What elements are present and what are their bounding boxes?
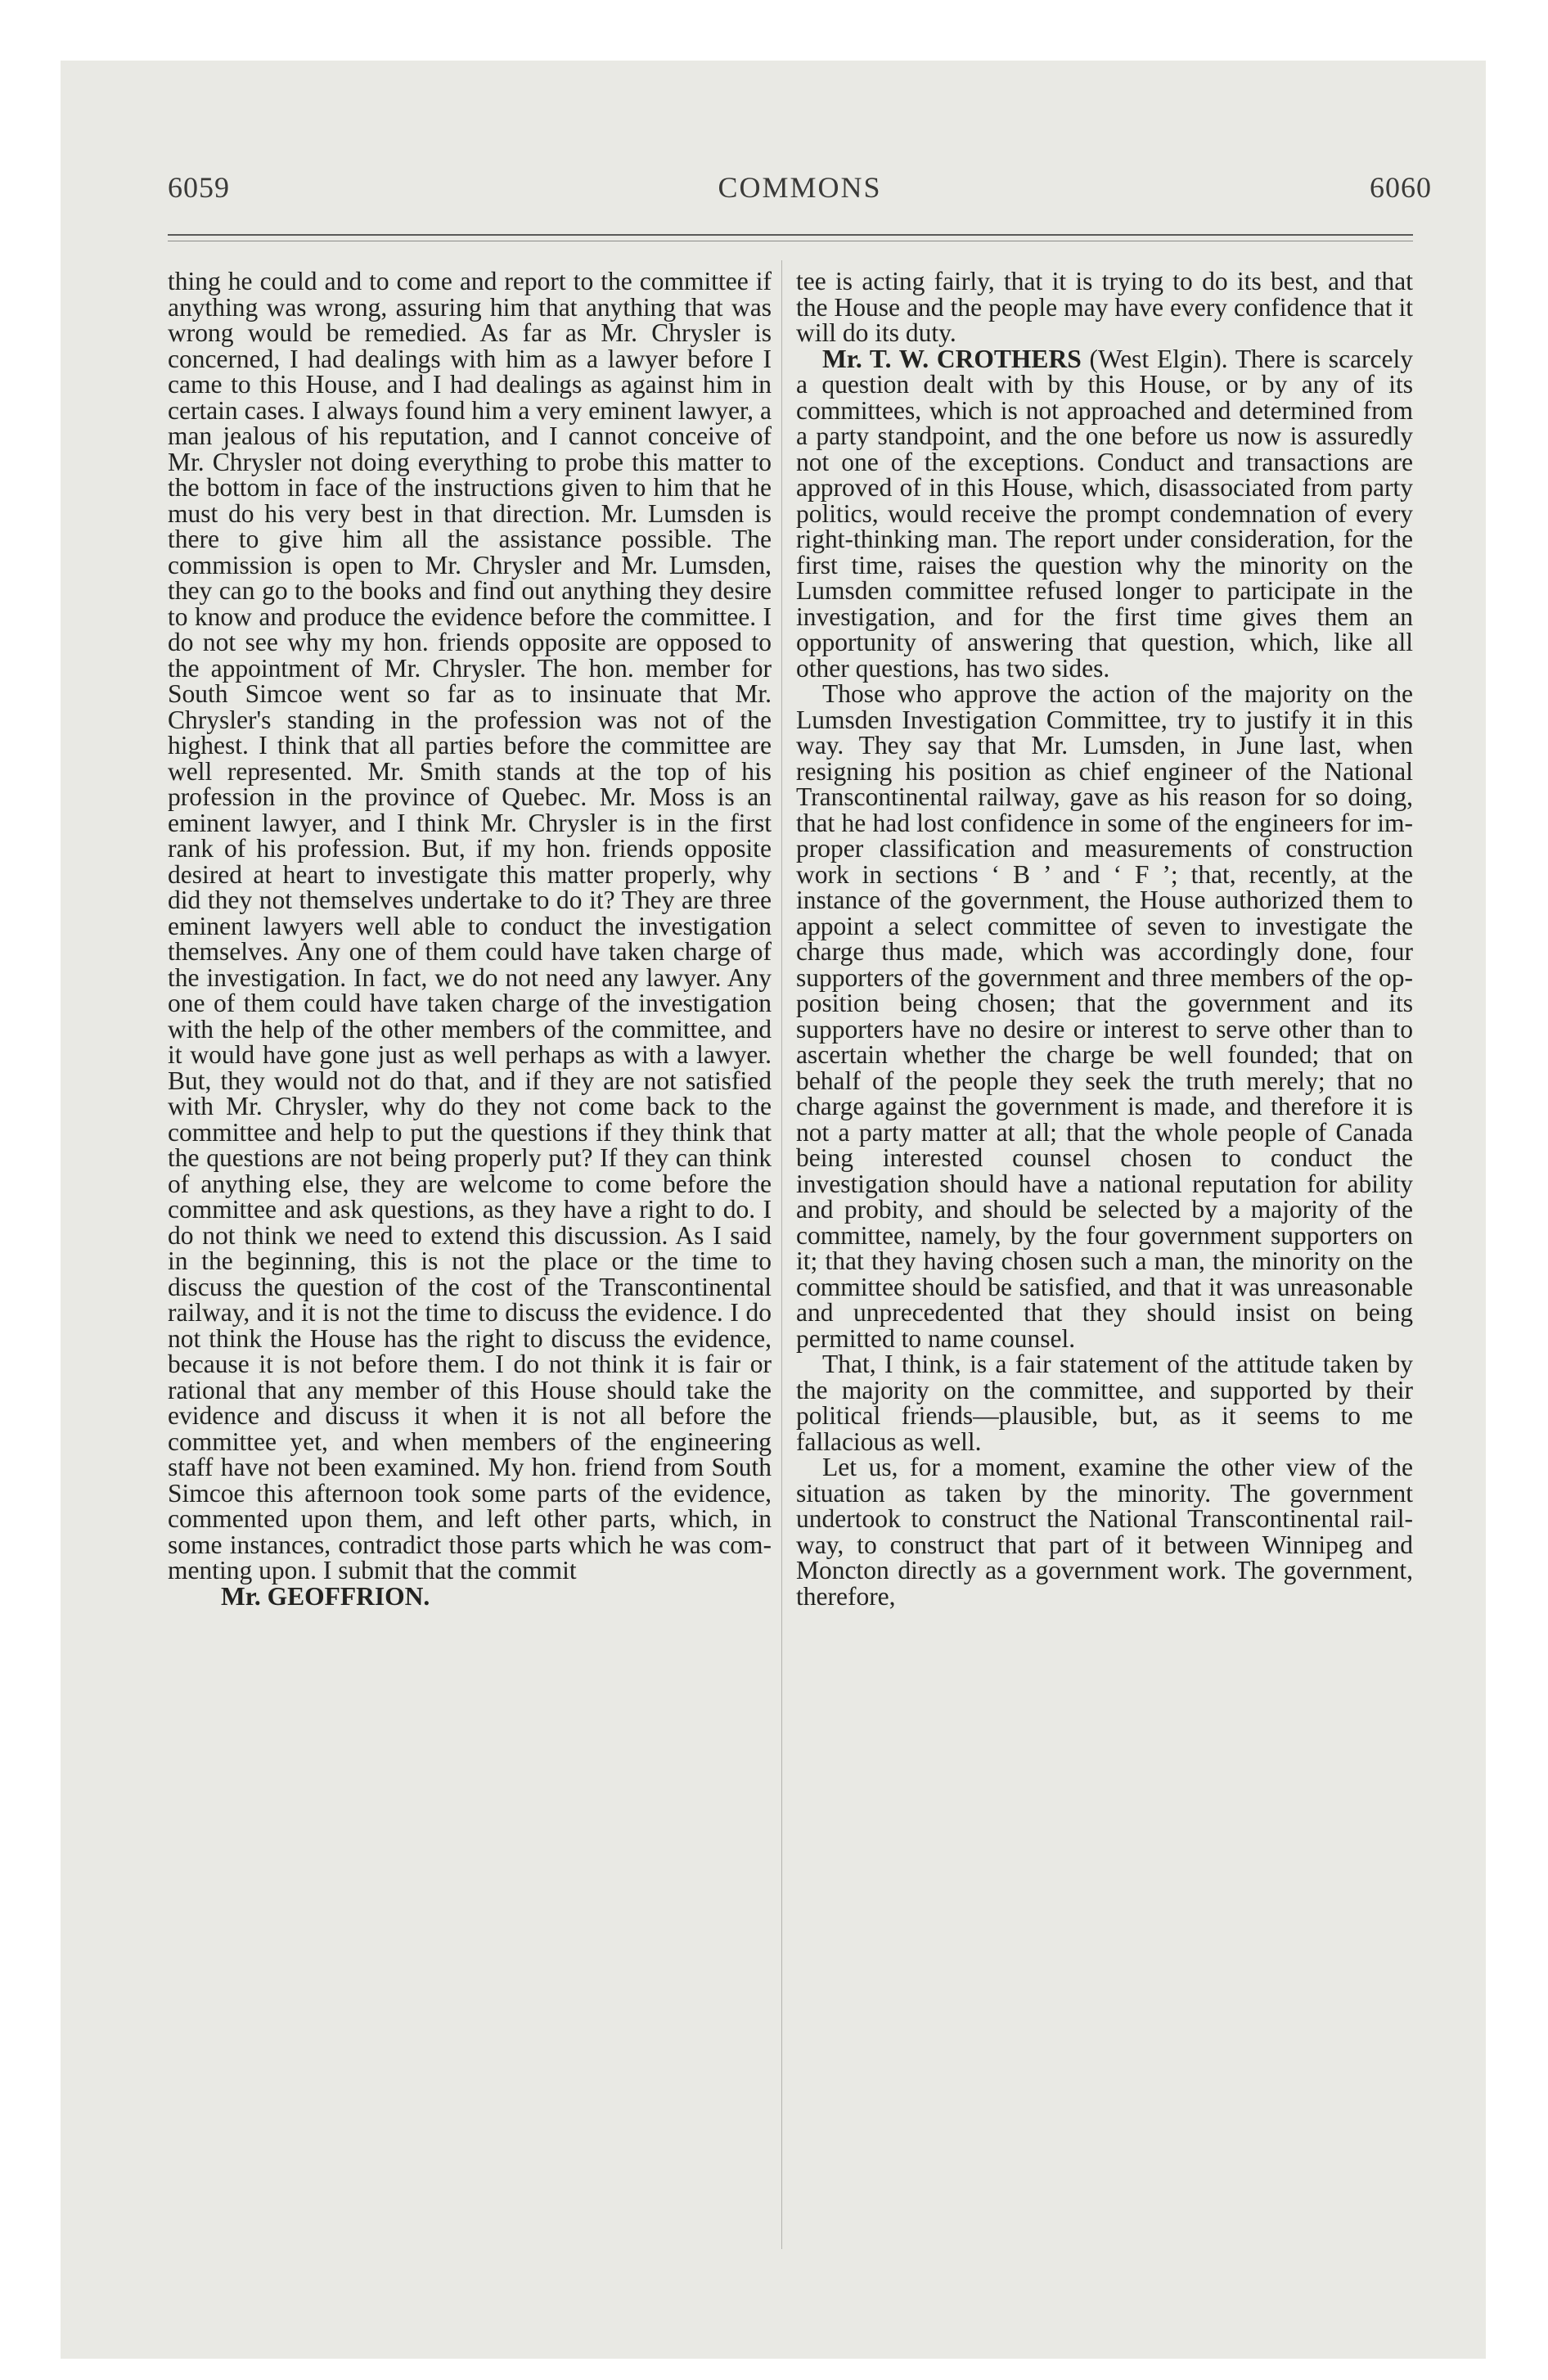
- paragraph: That, I think, is a fair statement of the attitude taken by the majority on the committee, and supported by their political friends—plausible, but, as it seems to me fallacious as well.: [796, 1350, 1413, 1456]
- paragraph: Those who approve the action of the majority on the Lumsden Investigation Committee, try to justify it in this way. They say that Mr. Lumsden, in June last, when resigning his position as chief engineer of the National Transcontinental railway, gave as his reason for so doing, that he had lost confidence in some of the engineers for improper classification and measurements of construction work in sections ‘ B ’ and ‘ F ’; that, recently, at the instance of the government, the House authorized them to appoint a select committee of seven to investigate the charge thus made, which was accordingly done, four supporters of the government and three members of the opposition being chosen; that the government and its supporters have no desire or interest to serve other than to ascertain whether the charge be well founded; that on behalf of the people they seek the truth merely; that no charge against the government is made, and therefore it is not a party matter at all; that the whole people of Canada being interested counsel chosen to conduct the investigation should have a national reputation for ability and probity, and should be selected by a majority of the committee, namely, by the four government supporters on it; that they having chosen such a man, the minority on the committee should be satisfied, and that it was unreasonable and unprecedented that they should insist on being permitted to name counsel.: [796, 679, 1413, 1353]
- paragraph: thing he could and to come and report to the committee if anything was wrong, assuring him that anything that was wrong would be remedied. As far as Mr. Chrysler is concerned, I had dealings with him as a lawyer before I came to this House, and I had dealings as against him in certain cases. I always found him a very eminent lawyer, a man jealous of his reputation, and I cannot conceive of Mr. Chrysler not doing everything to probe this matter to the bottom in face of the instructions given to him that he must do his very best in that direction. Mr. Lumsden is there to give him all the assistance possible. The commission is open to Mr. Chrysler and Mr. Lumsden, they can go to the books and find out anything they desire to know and produce the evidence before the committee. I do not see why my hon. friends opposite are opposed to the appointment of Mr. Chrysler. The hon. member for South Simcoe went so far as to insinuate that Mr. Chrysler's standing in the profession was not of the highest. I think that all parties before the committee are well represented. Mr. Smith stands at the top of his profession in the province of Quebec. Mr. Moss is an eminent lawyer, and I think Mr. Chrysler is in the first rank of his profession. But, if my hon. friends opposite desired at heart to investigate this matter properly, why did they not themselves undertake to do it? They are three eminent lawyers well able to conduct the investigation themselves. Any one of them could have taken charge of the investigation. In fact, we do not need any lawyer. Any one of them could have taken charge of the investigation with the help of the other members of the committee, and it would have gone just as well perhaps as with a lawyer. But, they would not do that, and if they are not satisfied with Mr. Chrysler, why do they not come back to the committee and help to put the questions if they think that the questions are not being properly put? If they can think of anything else, they are welcome to come before the committee and ask questions, as they have a right to do. I do not think we need to extend this discussion. As I said in the beginning, this is not the place or the time to discuss the question of the cost of the Transcontinental railway, and it is not the time to discuss the evidence. I do not think the House has the right to discuss the evidence, because it is not before them. I do not think it is fair or rational that any member of this House should take the evidence and discuss it when it is not all before the committee yet, and when members of the engineering staff have not been examined. My hon. friend from South Simcoe this afternoon took some parts of the evidence, commented upon them, and left other parts, which, in some instances, contradict those parts which he was commenting upon. I submit that the commit: [168, 267, 772, 1584]
- page-number-left: 6059: [168, 171, 230, 204]
- speech-paragraph: [796, 346, 1413, 682]
- speaker-riding: (West Elgin).: [1089, 344, 1228, 373]
- left-column: [168, 268, 772, 1609]
- right-column: [796, 268, 1413, 1609]
- speaker-signoff: Mr. GEOFFRION.: [221, 1581, 430, 1611]
- speech-text: There is scarcely a question dealt with by this House, or by any of its committees, which is not approached and determined from a party standpoint, and the one before us now is assuredly not one of the exceptions. Conduct and transactions are approved of in this House, which, disassociated from party politics, would receive the prompt condemnation of every right-thinking man. The report under consideration, for the first time, raises the question why the minority on the Lumsden committee refused longer to participate in the investigation, and for the first time gives them an opportunity of answering that question, which, like all other questions, has two sides.: [796, 344, 1413, 683]
- speaker-name: Mr. T. W. CROTHERS: [822, 344, 1082, 373]
- page-number-right: 6060: [1370, 171, 1432, 204]
- column-divider: [781, 260, 782, 2249]
- running-title: COMMONS: [718, 171, 882, 204]
- paragraph: Let us, for a moment, examine the other view of the situation as taken by the minority. The government undertook to construct the National Transcontinental railway, to construct that part of it between Winnipeg and Moncton directly as a government work. The government, therefore,: [796, 1453, 1413, 1611]
- page-header: [168, 170, 1432, 211]
- header-rule: [168, 234, 1413, 236]
- paragraph: tee is acting fairly, that it is trying to do its best, and that the House and the people may have every confidence that it will do its duty.: [796, 267, 1413, 347]
